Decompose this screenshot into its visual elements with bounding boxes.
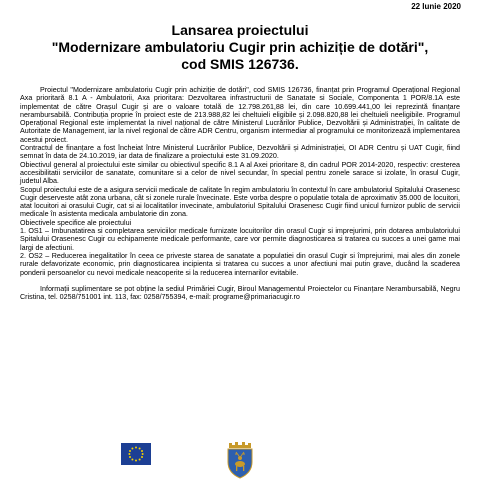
spacer [20, 277, 460, 285]
paragraph-project-intro: Proiectul "Modernizare ambulatoriu Cugir prin achiziție de dotări", cod SMIS 126736, finanțat prin Programul Operațional Regional Axa prioritară 8.1 A - Ambulatorii, Axa prioritara: Dezvoltarea infrastructurii de Sanatate si Sociale, Componenta 1 POR/8.1A este implementat de către Orașul Cugir și are o valoare totală de 12.798.261,88 lei, din care 10.699.441,00 lei reprezintă finanțare nerambursabilă. Contribuția proprie în proiect este de 213.988,82 lei cheltuieli eligibile și 2.098.820,88 lei cheltuieli neeligibile. Programul Operațional Regional este implementat la nivel național de către Ministerul Lucrărilor Publice, Dezvoltării și Administrației, în calitate de Autoritate de Management, iar la nivel regional de către ADR Centru, organism intermediar al programului ce monitorizează implementarea acestui proiect. [20, 86, 460, 144]
paragraph-os2: 2. OS2 – Reducerea inegalitatilor în ceea ce priveste starea de sanatate a populatiei din orasul Cugir si împrejurimi, mai ales din zonele rurale defavorizate economic, prin diagnosticarea incipienta si tratarea cu succes a unor afectiuni mai putin grave, ducând la scaderea ponderii persoanelor cu nevoi medicale neacoperite si la reducerea internarilor evitabile. [20, 251, 460, 277]
publication-date: 22 Iunie 2020 [411, 2, 461, 11]
paragraph-specific-objectives-heading: Obiectivele specifice ale proiectului [20, 218, 132, 227]
document-body [20, 86, 460, 301]
paragraph-scope: Scopul proiectului este de a asigura servicii medicale de calitate în regim ambulatoriu în contextul în care ambulatoriul Spitalului Orasenesc Cugir deserveste atât zona urbana, cât si zonele rurale învecinate. Este vorba despre o populatie totala de aproximativ 35.000 de locuitori, atat locuitori ai orasului Cugir, cat si ai localitatilor invecinate, ambulatoriul Spitalului Orasenesc Cugir fiind unicul furnizor public de servicii medicale în asistenta medicala ambulatorie din zona. [20, 185, 460, 219]
paragraph-contract: Contractul de finanțare a fost încheiat între Ministerul Lucrărilor Publice, Dezvoltării și Administrației, OI ADR Centru și UAT Cugir, fiind semnat în data de 24.10.2019, iar data de finalizare a proiectului este 31.09.2020. [20, 144, 460, 161]
cugir-coat-of-arms [222, 440, 258, 480]
logo-strip [0, 440, 480, 480]
eu-flag-logo [121, 443, 151, 465]
title-line-3: cod SMIS 126736. [181, 56, 299, 72]
page-title [0, 22, 480, 73]
paragraph-contact-info: Informații suplimentare se pot obține la sediul Primăriei Cugir, Biroul Managementul Proiectelor cu Finanțare Nerambursabilă, Negru Cristina, tel. 0258/751001 int. 113, fax: 0258/755394, e-mail: programe@primariacugir.ro [20, 284, 460, 302]
title-line-1: Lansarea proiectului [171, 22, 309, 38]
paragraph-os1: 1. OS1 – Imbunatatirea si completarea serviciilor medicale furnizate locuitorilor din orasul Cugir si imprejurimi, prin dotarea ambulatoriului Spitalului Orasenesc Cugir cu echipamente medicale performante, care vor permite diagnosticarea si tratarea cu succes a unei game mai largi de afectiuni. [20, 227, 460, 252]
paragraph-general-objective: Obiectivul general al proiectului este similar cu obiectivul specific 8.1 A al Axei prioritare 8, din cadrul POR 2014-2020, respectiv: cresterea accesibilitatii serviciilor de sanatate, comunitare si a celor de nivel secundar, în special pentru zonele sarace si izolate, în orasul Cugir, judetul Alba. [20, 160, 460, 186]
title-line-2: "Modernizare ambulatoriu Cugir prin achiziție de dotări", [51, 39, 429, 55]
